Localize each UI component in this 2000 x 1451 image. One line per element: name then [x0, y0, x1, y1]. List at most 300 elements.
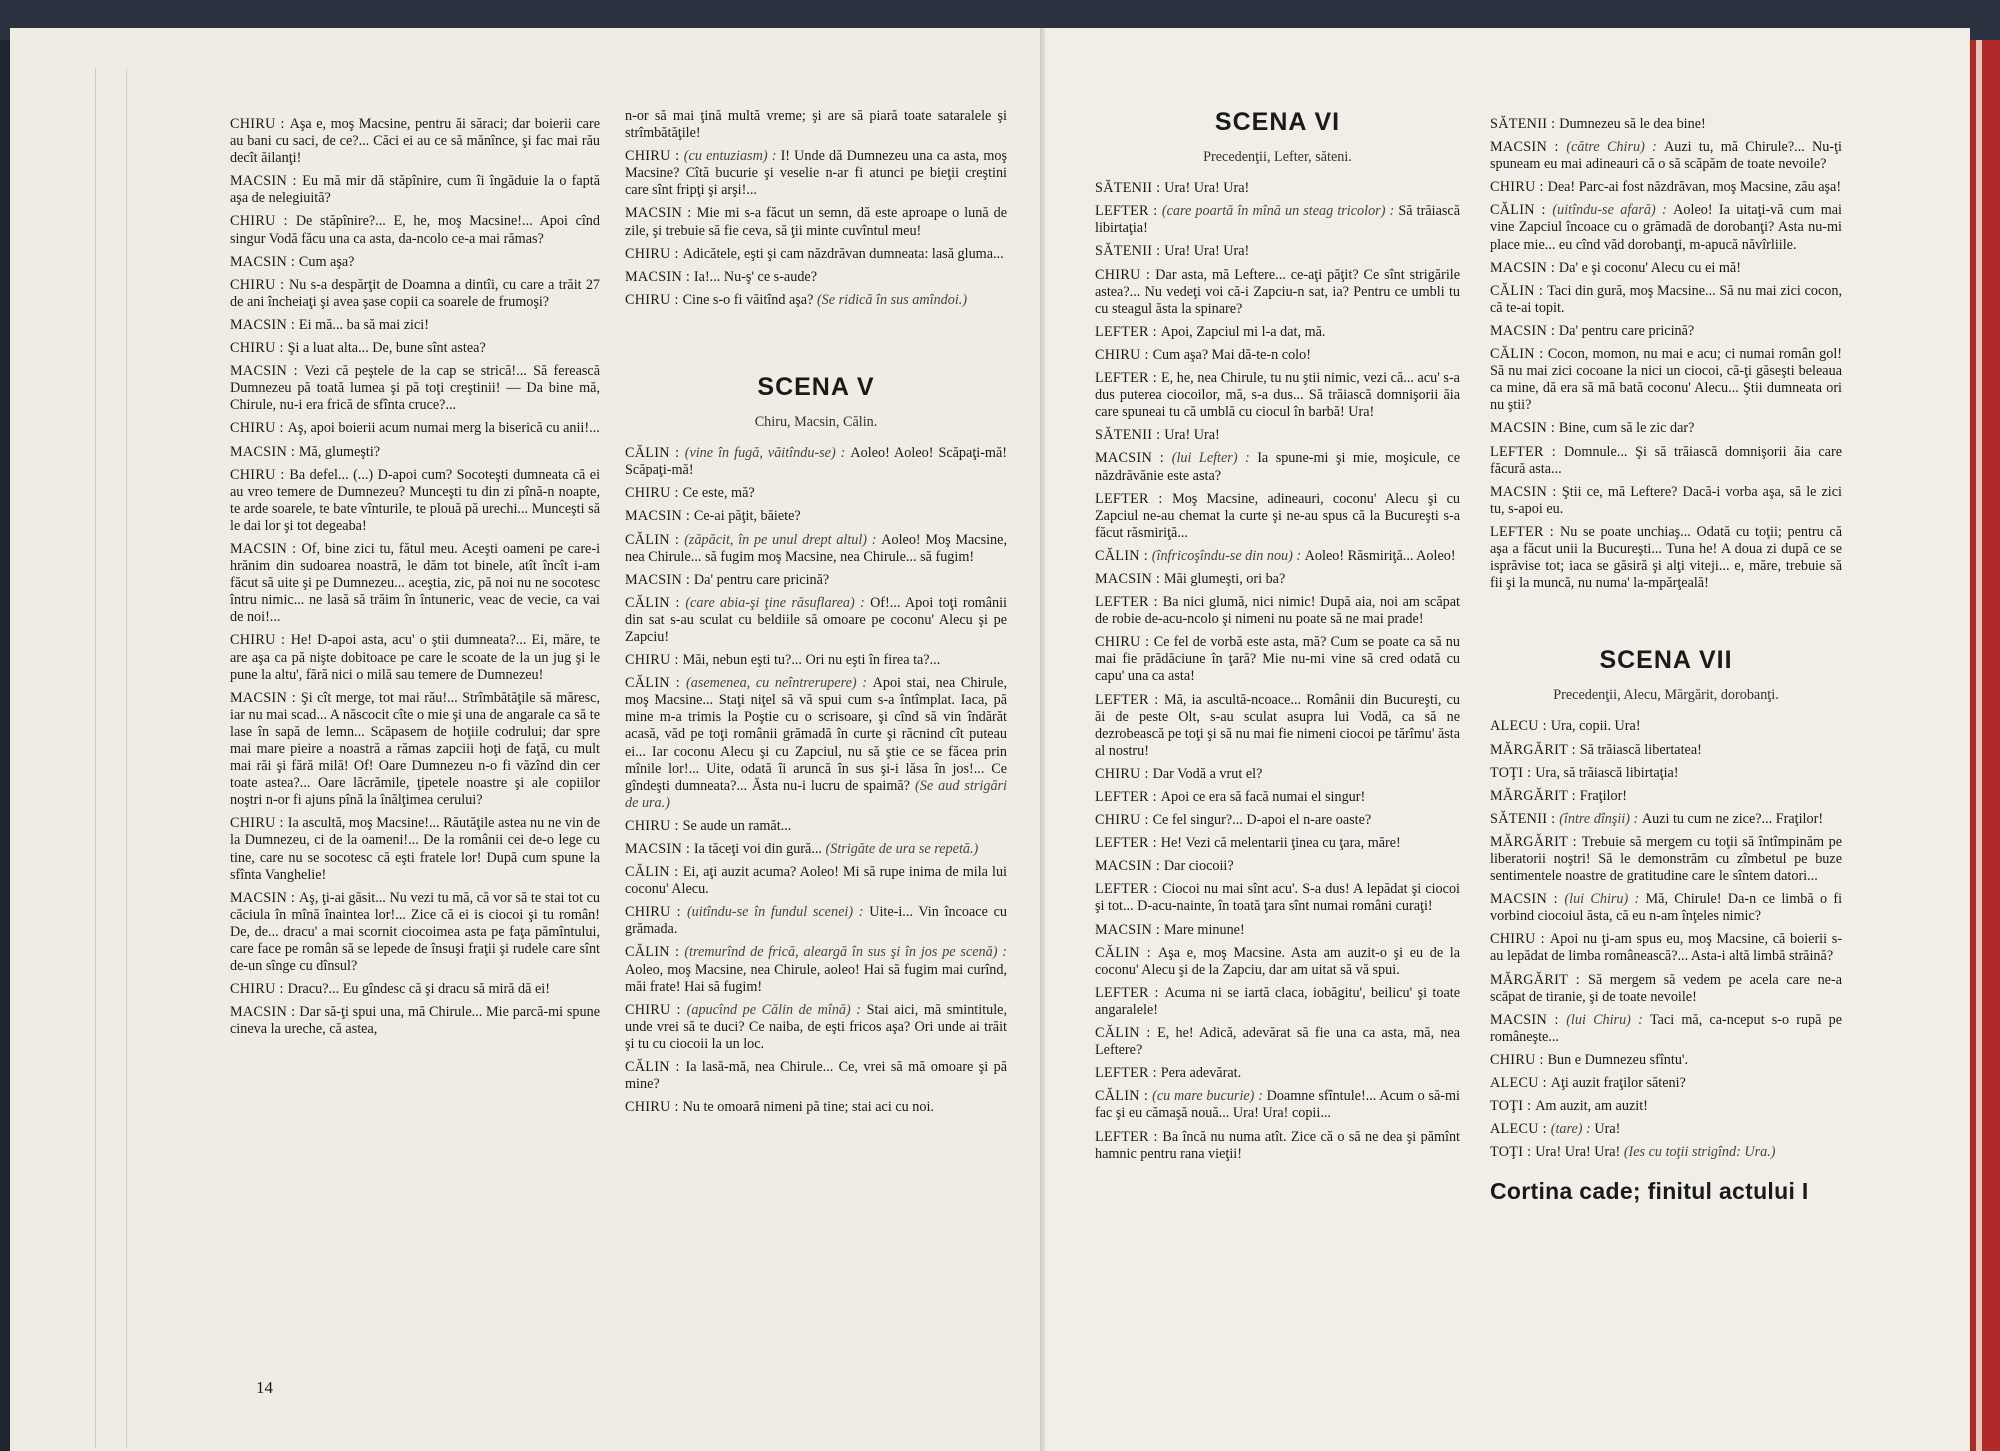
speaker-name: CHIRU : — [230, 981, 288, 998]
stage-direction: (asemenea, cu neîntrerupere) : — [686, 675, 873, 692]
scene-gap — [1490, 598, 1842, 638]
line-text: Ba defel... (...) D-apoi cum? Socoteşti dumneata că ei au vreo temere de Dumnezeu? Munceşti tu din zi pînă-n noapte, te arde soarele, te bate vînturile, te plouă pă urechi... Munceşti să le dai lor şi tot degeaba! — [230, 466, 601, 534]
line-text: Mă, Chirule! Da-n ce limbă o fi vorbind ciocoiul ăsta, că eu n-am înţeles nimic? — [1490, 891, 1843, 925]
line-text: Auzi tu, mă Chirule?... Nu-ţi spuneam eu mai adineauri că o să scăpăm de toate nevoile? — [1490, 139, 1842, 173]
speaker-name: MACSIN : — [230, 363, 305, 380]
dialogue-line — [1490, 283, 1842, 317]
dialogue-line — [625, 445, 1007, 479]
line-text: Bun e Dumnezeu sfîntu'. — [1547, 1051, 1689, 1068]
dialogue-line — [625, 1059, 1007, 1093]
dialogue-line — [625, 485, 1007, 502]
line-text: Taci din gură, moş Macsine... Să nu mai zici cocon, că te-ai topit. — [1490, 282, 1843, 316]
page-number: 14 — [256, 1378, 273, 1397]
dialogue-line — [1490, 444, 1842, 478]
line-text: Pera adevărat. — [1160, 1065, 1242, 1082]
line-text: Aş, ţi-ai găsit... Nu vezi tu mă, că vor să te stai tot cu căciula în mînă înaintea lor!... Zice că ei is ciocoi şi tu român! De, de... dracu' a mai scornit ciocoimea asta pe faţa pămîntului, care face pe român să se lepede de însuşi fraţii şi rudele care sînt de-un sînge cu dînsul? — [230, 889, 601, 975]
dialogue-line — [625, 205, 1007, 239]
speaker-name: MACSIN : — [625, 841, 694, 857]
line-text: Ba încă nu numa atît. Zice că o să ne dea şi pămînt hamnic pentru rana vieţii! — [1095, 1128, 1461, 1162]
dialogue-line — [1490, 788, 1842, 805]
line-text: Eu mă mir dă stăpînire, cum îi îngăduie la o faptă aşa de nelegiuită? — [230, 173, 601, 207]
line-text: I! Unde dă Dumnezeu una ca asta, moş Macsine? Cîtă bucurie şi veselie n-ar fi atunci pe bieţii creştini care sînt fripţi şi arşi!... — [625, 148, 1008, 199]
line-text: Of!... Apoi toţi românii din sat s-au sculat cu beldiile să omoare pe coconu' Alecu şi pe Zapciu! — [625, 594, 1007, 645]
dialogue-line — [625, 269, 1007, 286]
line-text: Măi glumeşti, ori ba? — [1163, 570, 1286, 587]
dialogue-line — [230, 116, 600, 167]
dialogue-line — [625, 1099, 1007, 1116]
line-text: Ce-ai păţit, băiete? — [693, 508, 801, 525]
line-text: Cum aşa? — [298, 253, 355, 270]
line-text: Ştii ce, mă Leftere? Dacă-i vorba aşa, să le zici tu, s-apoi eu. — [1490, 483, 1842, 517]
line-text: Mie mi s-a făcut un semn, dă este aproape o lună de zile, şi trebuie să fie ceva, să ţii minte cuvîntul meu! — [625, 205, 1007, 239]
line-text: Vezi că peştele de la cap se strică!... Să ferească Dumnezeu pă toată lumea şi pă toţi creştinii! — Da bine mă, Chirule, nu-i era frică de sfînta cruce?... — [230, 363, 601, 414]
speaker-name: MACSIN : — [230, 316, 299, 333]
line-text: Nu s-a despărţit de Doamna a dintîi, cu care a trăit 27 de ani încheiaţi şi avea şase copii ca soarele de frumoşi? — [230, 276, 601, 310]
line-text: Stai aici, mă smintitule, unde vrei să te duci? Ce naiba, de eşti fricos aşa? Ori unde ai trăit şi tu cu ciocoii la un loc. — [625, 1001, 1008, 1052]
speaker-name: CHIRU : — [625, 817, 683, 834]
dialogue-line — [230, 981, 600, 998]
dialogue-line — [1095, 450, 1460, 484]
line-text: Dar să-ţi spui una, mă Chirule... Mie parcă-mi spune cineva la ureche, că astea, — [230, 1004, 600, 1038]
line-text: Dracu?... Eu gîndesc că şi dracu să miră dă ei! — [287, 981, 550, 998]
dialogue-line — [1490, 260, 1842, 277]
line-text: Aşa e, moş Macsine. Asta am auzit-o şi eu de la coconu' Alecu şi de la Zapciu, dar am uitat să vă spui. — [1095, 944, 1460, 978]
line-text: Aoleo! Ia uitaţi-vă cum mai vine Zapciul încoace cu o grămadă de dorobanţi? Asta nu-mi place mie... eu cînd văd dorobanţi, m-apucă năvîrliile. — [1490, 202, 1842, 253]
stage-direction: (între dînşii) : — [1559, 810, 1642, 827]
speaker-name: CHIRU : — [230, 276, 289, 293]
speaker-name: MACSIN : — [1490, 891, 1565, 908]
speaker-name: SĂTENII : — [1095, 427, 1165, 444]
line-text: Da' e şi coconu' Alecu cu ei mă! — [1558, 259, 1741, 276]
dialogue-line — [625, 508, 1007, 525]
line-text: Ce este, mă? — [682, 485, 755, 502]
line-text: Ura, să trăiască libirtaţia! — [1535, 764, 1679, 781]
stage-direction: (Se ridică în sus amîndoi.) — [816, 291, 968, 308]
scene-7-title: SCENA VII — [1599, 646, 1733, 675]
speaker-name: LEFTER : — [1095, 789, 1161, 805]
stage-direction: (cu mare bucurie) : — [1152, 1088, 1267, 1105]
line-text: Cocon, momon, nu mai e acu; ci numai român gol! Să nu mai zici cocoane la nici un ciocoi, că-ţi găseşti beleaua ca mine, dă era să mă bată coconu' Alecu... Ştii dumneata ori nu ştii? — [1490, 346, 1842, 414]
dialogue-line — [1095, 1129, 1460, 1163]
dialogue-line — [625, 841, 1007, 858]
dialogue-line — [1490, 139, 1842, 173]
line-text: E, he! Adică, adevărat să fie una ca asta, mă, nea Leftere? — [1095, 1025, 1461, 1059]
dialogue-line — [625, 1002, 1007, 1053]
speaker-name: CĂLIN : — [1095, 1088, 1153, 1105]
dialogue-line — [1490, 972, 1842, 1006]
line-text: Mă, glumeşti? — [298, 443, 381, 460]
dialogue-line — [1490, 524, 1842, 592]
line-text: Trebuie să mergem cu toţii să întîmpinăm pe liberatorii noştri! Să le demonstrăm cu zîmbetul pe buze sentimentele noastre de gratitudine care le sîntem datori... — [1490, 833, 1843, 885]
speaker-name: MACSIN : — [230, 1004, 300, 1021]
speaker-name: MACSIN : — [1095, 858, 1164, 875]
dialogue-line — [230, 1004, 600, 1038]
line-text: Adicătele, eşti şi cam năzdrăvan dumneata: lasă gluma... — [682, 245, 1004, 262]
left-page — [10, 28, 1045, 1451]
speaker-name: MACSIN : — [625, 508, 694, 525]
speaker-name: CĂLIN : — [1490, 282, 1548, 299]
speaker-name: CHIRU : — [1095, 634, 1154, 651]
dialogue-line — [625, 292, 1007, 309]
stage-direction: (uitîndu-se în fundul scenei) : — [686, 904, 870, 921]
line-text: Ba nici glumă, nici nimic! După aia, noi am scăpat de robie de-acu-ncolo şi nimeni nu poate să ne mai prade! — [1095, 594, 1460, 628]
line-text: Aoleo! Moş Macsine, nea Chirule... să fugim moş Macsine, nea Chirule... să fugim! — [625, 531, 1007, 565]
right-page — [1045, 28, 1970, 1451]
line-text: Dumnezeu să le dea bine! — [1559, 116, 1706, 132]
line-text: E, he, nea Chirule, tu nu ştii nimic, vezi că... acu' s-a dus puterea ciocoilor, mă, s-a dus... Să trăiască domnişorii ăia care spuneai tu că umblă cu ciocul în barbă! Ura! — [1095, 370, 1460, 421]
dialogue-line — [1095, 692, 1460, 760]
speaker-name: CHIRU : — [1490, 1051, 1548, 1068]
speaker-name: LEFTER : — [1095, 1065, 1161, 1082]
speaker-name: CHIRU : — [625, 1001, 687, 1018]
dialogue-line — [1490, 116, 1842, 133]
dialogue-line — [1095, 634, 1460, 685]
line-text: Aoleo, moş Macsine, nea Chirule, aoleo! Hai să fugim mai curînd, măi frate! Hai să fugim! — [625, 961, 1007, 995]
dialogue-line — [230, 890, 600, 975]
dialogue-line — [230, 444, 600, 461]
speaker-name: MĂRGĂRIT : — [1490, 833, 1582, 850]
line-text: Cum aşa? Mai dă-te-n colo! — [1152, 346, 1311, 363]
dialogue-line — [1095, 1025, 1460, 1059]
line-text: Ia spune-mi şi mie, moşicule, ce năzdrăvănie este asta? — [1095, 450, 1460, 484]
speaker-name: CĂLIN : — [625, 445, 685, 462]
line-text: Aş, apoi boierii acum numai merg la biserică cu anii!... — [287, 420, 600, 437]
speaker-name: CHIRU : — [625, 148, 684, 165]
stage-direction: (tremurînd de frică, aleargă în sus şi în jos pe scenă) : — [684, 944, 1007, 961]
speaker-name: LEFTER : — [1095, 203, 1162, 220]
speaker-name: CHIRU : — [1095, 812, 1153, 829]
scene-7-cast: Precedenţii, Alecu, Mărgărit, dorobanţi. — [1553, 687, 1779, 704]
line-text: Taci mă, ca-nceput s-o rupă pe româneşte... — [1490, 1011, 1843, 1045]
line-text: Ura, copii. Ura! — [1550, 718, 1641, 735]
speaker-name: MACSIN : — [230, 173, 303, 190]
dialogue-line — [1095, 1065, 1460, 1082]
speaker-name: MACSIN : — [1490, 259, 1559, 276]
dialogue-line — [1095, 491, 1460, 542]
speaker-name: LEFTER : — [1490, 443, 1564, 460]
stage-direction: (care poartă în mînă un steag tricolor) : — [1161, 203, 1399, 220]
line-text: Ura! Ura! Ura! — [1535, 1144, 1621, 1161]
speaker-name: ALECU : — [1490, 1121, 1551, 1138]
dialogue-line — [1095, 370, 1460, 421]
dialogue-line — [625, 246, 1007, 263]
dialogue-line — [625, 944, 1007, 995]
stage-direction: (lui Chiru) : — [1564, 891, 1646, 908]
speaker-name: SĂTENII : — [1490, 810, 1560, 827]
line-text: Apoi, Zapciul mi l-a dat, mă. — [1160, 323, 1326, 340]
dialogue-line — [1490, 1098, 1842, 1115]
dialogue-line — [1095, 324, 1460, 341]
dialogue-line — [1490, 323, 1842, 340]
line-text: Da' pentru care pricină? — [1558, 322, 1695, 339]
line-text: Mă, ia ascultă-ncoace... Românii din Bucureşti, cu ăi de peste Olt, s-au sculat asupra lui Vodă, ca să ne dezrobească pe toţi şi să nu mai fie nimeni ciocoi pe tărîmu' ăsta al nostru! — [1095, 691, 1460, 759]
dialogue-line — [1095, 548, 1460, 565]
line-text: Ciocoi nu mai sînt acu'. S-a dus! A lepădat şi ciocoi şi tot... D-acu-nainte, în toată ţara sînt numai români curaţi! — [1095, 881, 1460, 915]
speaker-name: CHIRU : — [1095, 346, 1153, 363]
speaker-name: CHIRU : — [1095, 765, 1153, 782]
line-text: Doamne sfîntule!... Acum o să-mi fac şi eu cămaşă nouă... Ura! Ura! copii... — [1095, 1088, 1460, 1122]
speaker-name: LEFTER : — [1095, 370, 1161, 387]
line-text: Ura! Ura! — [1164, 427, 1220, 444]
speaker-name: CHIRU : — [230, 213, 296, 230]
line-text: Cine s-o fi văitînd aşa? — [682, 291, 814, 308]
dialogue-line — [1095, 985, 1460, 1019]
line-text: Ia!... Nu-ş' ce s-aude? — [693, 268, 818, 285]
line-text: Ce fel de vorbă este asta, mă? Cum se poate ca să nu mai fie prădăciune în ţară? Mie nu-mi vine să cred odată cu capu' una ca asta! — [1095, 634, 1460, 685]
dialogue-line — [230, 317, 600, 334]
speaker-name: ALECU : — [1490, 1075, 1551, 1092]
scene-5-title: SCENA V — [757, 372, 875, 401]
stage-direction: (zăpăcit, în pe unul drept altul) : — [684, 531, 882, 548]
dialogue-line — [230, 173, 600, 207]
speaker-name: CHIRU : — [230, 420, 288, 437]
speaker-name: SĂTENII : — [1095, 180, 1165, 197]
line-text: n-or să mai ţină multă vreme; şi are să piară toate sataralele şi strîmbătăţile! — [625, 108, 1007, 142]
dialogue-line — [230, 340, 600, 357]
speaker-name: CHIRU : — [625, 291, 683, 308]
stage-direction: (Ies cu toţii strigînd: Ura.) — [1623, 1144, 1776, 1161]
line-text: Mare minune! — [1163, 921, 1245, 938]
speaker-name: MACSIN : — [1095, 921, 1164, 938]
line-text: Ei, aţi auzit acuma? Aoleo! Mi să rupe inima de mila lui coconu' Alecu. — [625, 864, 1007, 898]
speaker-name: MACSIN : — [1490, 322, 1559, 339]
stage-direction: (Se aud strigări de ura.) — [625, 777, 1007, 811]
dialogue-line — [1095, 835, 1460, 852]
line-text: Acuma ni se iartă claca, iobăgitu', beilicu' şi toate angaralele! — [1095, 984, 1460, 1018]
speaker-name: MACSIN : — [230, 253, 299, 270]
dialogue-line — [625, 532, 1007, 566]
dialogue-line — [625, 108, 1007, 142]
dialogue-line — [230, 420, 600, 437]
line-text: Ei mă... ba să mai zici! — [298, 316, 429, 333]
speaker-name: CHIRU : — [230, 116, 290, 132]
speaker-name: MACSIN : — [625, 571, 694, 588]
speaker-name: MĂRGĂRIT : — [1490, 787, 1580, 804]
speaker-name: CĂLIN : — [1490, 346, 1548, 363]
column-3 — [1095, 100, 1460, 1169]
dialogue-line — [1490, 891, 1842, 925]
speaker-name: CĂLIN : — [1095, 1025, 1158, 1042]
dialogue-line — [625, 572, 1007, 589]
line-text: Bine, cum să le zic dar? — [1558, 420, 1695, 437]
line-text: Fraţilor! — [1579, 787, 1628, 804]
line-text: Dar asta, mă Leftere... ce-aţi păţit? Ce sînt strigările astea?... Nu vedeţi voi că-i Zapciu-n sat, ia? Pentru ce umbli tu cu steagul ăsta la spinare? — [1095, 266, 1460, 317]
dialogue-line — [625, 675, 1007, 812]
speaker-name: MACSIN : — [625, 268, 694, 285]
speaker-name: MACSIN : — [1095, 570, 1164, 587]
dialogue-line — [1095, 180, 1460, 197]
line-text: Să trăiască libertatea! — [1579, 741, 1702, 758]
dialogue-line — [1095, 594, 1460, 628]
dialogue-line — [1490, 1052, 1842, 1069]
speaker-name: MACSIN : — [230, 889, 300, 906]
line-text: Uite-i... Vin încoace cu grămada. — [625, 904, 1007, 938]
line-text: Dea! Parc-ai fost năzdrăvan, moş Macsine, zău aşa! — [1547, 179, 1842, 196]
line-text: Ia tăceţi voi din gură... — [693, 841, 822, 857]
dialogue-line — [1095, 858, 1460, 875]
dialogue-line — [1490, 931, 1842, 965]
dialogue-line — [1095, 1088, 1460, 1122]
column-4 — [1490, 116, 1843, 1205]
line-text: De stăpînire?... E, he, moş Macsine!... Apoi cînd singur Vodă făcu una ca asta, da-ncolo ce-a mai rămas? — [230, 213, 600, 247]
dialogue-line — [625, 595, 1007, 646]
speaker-name: MACSIN : — [230, 443, 299, 460]
speaker-name: CHIRU : — [625, 485, 683, 502]
stage-direction: (uitîndu-se afară) : — [1552, 202, 1674, 219]
dialogue-line — [230, 541, 600, 626]
dialogue-line — [230, 213, 600, 247]
line-text: Măi, nebun eşti tu?... Ori nu eşti în firea ta?... — [682, 652, 941, 669]
stage-direction: (Strigăte de ura se repetă.) — [825, 841, 979, 857]
line-text: Apoi ce era să facă numai el singur! — [1160, 789, 1366, 805]
dialogue-line — [1095, 267, 1460, 318]
dialogue-line — [1490, 765, 1842, 782]
dialogue-line — [1490, 834, 1842, 885]
speaker-name: CHIRU : — [1490, 179, 1548, 196]
dialogue-line — [1490, 742, 1842, 759]
speaker-name: LEFTER : — [1490, 523, 1560, 540]
dialogue-line — [1095, 203, 1460, 237]
dialogue-line — [1095, 789, 1460, 806]
dialogue-line — [625, 904, 1007, 938]
speaker-name: CHIRU : — [625, 245, 683, 262]
speaker-name: MACSIN : — [1490, 483, 1562, 500]
line-text: Dar Vodă a vrut el? — [1152, 765, 1263, 782]
line-text: Ura! — [1594, 1121, 1621, 1138]
speaker-name: LEFTER : — [1095, 323, 1161, 340]
dialogue-line — [1490, 202, 1842, 253]
speaker-name: CĂLIN : — [625, 944, 685, 961]
speaker-name: CĂLIN : — [625, 1059, 686, 1076]
dialogue-line — [230, 815, 600, 883]
speaker-name: LEFTER : — [1095, 594, 1163, 611]
speaker-name: LEFTER : — [1095, 490, 1173, 507]
dialogue-line — [1095, 243, 1460, 260]
line-text: Ura! Ura! Ura! — [1164, 180, 1250, 197]
speaker-name: CHIRU : — [625, 652, 683, 669]
line-text: Ura! Ura! Ura! — [1164, 243, 1250, 260]
speaker-name: CHIRU : — [230, 632, 291, 649]
dialogue-line — [1095, 812, 1460, 829]
finale-text: Cortina cade; finitul actului I — [1490, 1178, 1809, 1205]
line-text: Apoi stai, nea Chirule, moş Macsine... Staţi niţel să vă spui cum s-a întîmplat. Iaca, pă mine m-a trimis la Poştie cu o scrisoare, şi cînd să vin îndărăt acasă, văd pe toţi românii grămadă în curte şi răcnind cît puteau ei... Iar coconu Alecu şi cu Zapciul, nu să ştie ce se făcea prin mînile lor!... Uite, odată îi aruncă în sus şi-i lăsa în jos!... Ce gîndeşti dumneata?... Ăsta nu-i lucru de spaimă? — [625, 675, 1007, 794]
scene-gap — [625, 315, 1007, 365]
stage-direction: (tare) : — [1550, 1121, 1595, 1138]
line-text: Apoi nu ţi-am spus eu, moş Macsine, că boierii s-au lepădat de limba românească?... Asta-i altă limbă străină? — [1490, 931, 1842, 965]
dialogue-line — [625, 818, 1007, 835]
stage-direction: (lui Chiru) : — [1566, 1011, 1650, 1028]
column-1 — [230, 116, 600, 1045]
line-text: Şi a luat alta... De, bune sînt astea? — [287, 340, 486, 357]
line-text: Am auzit, am auzit! — [1535, 1098, 1648, 1115]
dialogue-line — [625, 864, 1007, 898]
speaker-name: LEFTER : — [1095, 835, 1161, 852]
dialogue-line — [1490, 420, 1842, 437]
speaker-name: CHIRU : — [230, 466, 290, 483]
book-cover-edge — [1970, 40, 2000, 1451]
line-text: Domnule... Şi să trăiască domnişorii ăia care făcură asta... — [1490, 443, 1842, 477]
dialogue-line — [1095, 881, 1460, 915]
dialogue-line — [230, 690, 600, 810]
dialogue-line — [1095, 945, 1460, 979]
stage-direction: (care abia-şi ţine răsuflarea) : — [685, 594, 871, 611]
stage-direction: (apucînd pe Călin de mînă) : — [686, 1001, 867, 1018]
speaker-name: CĂLIN : — [625, 594, 686, 611]
dialogue-line — [1490, 811, 1842, 828]
stage-direction: (înfricoşîndu-se din nou) : — [1151, 547, 1305, 564]
line-text: Dar ciocoii? — [1163, 858, 1234, 875]
speaker-name: CHIRU : — [230, 340, 288, 357]
line-text: Da' pentru care pricină? — [693, 571, 830, 588]
stage-direction: (lui Lefter) : — [1171, 450, 1258, 467]
dialogue-line — [230, 632, 600, 683]
speaker-name: MACSIN : — [230, 540, 302, 557]
dialogue-line — [230, 467, 600, 535]
speaker-name: CĂLIN : — [625, 531, 685, 548]
dialogue-line — [1490, 1012, 1842, 1046]
line-text: He! D-apoi asta, acu' o ştii dumneata?... Ei, măre, te are aşa ca pă nişte dobitoace pe care le scoate de la un jug şi le pune la altu', fără nici o milă sau temere de Dumnezeu! — [230, 632, 600, 683]
scene-6-cast: Precedenţii, Lefter, săteni. — [1203, 149, 1352, 166]
speaker-name: MĂRGĂRIT : — [1490, 971, 1588, 988]
dialogue-line — [1490, 1144, 1842, 1161]
scene-6-title: SCENA VI — [1214, 108, 1341, 136]
dialogue-line — [1490, 1121, 1842, 1138]
line-text: Aoleo! Aoleo! Scăpaţi-mă! Scăpaţi-mă! — [625, 445, 1007, 479]
speaker-name: SĂTENII : — [1095, 243, 1165, 260]
speaker-name: ALECU : — [1490, 718, 1551, 735]
line-text: Şi cît merge, tot mai rău!... Strîmbătăţile să măresc, iar nu mai scad... A născocit cîte o mie şi una de angarale ca să te lase în sapă de lemn... Scăpasem de hoţiile codrului; dar spre mai mare pieire a noastră a rămas zapciii hoţi de faţă, cu mult mai răi şi fără milă! Of! Oare Dumnezeu n-o fi văzînd din cer toate astea?... Oare lăcrămile, ţipetele noastre şi ale copiilor noştri n-or fi ajuns pînă la înălţimea cerului? — [230, 689, 601, 809]
line-text: Se aude un ramăt... — [682, 817, 792, 834]
line-text: Of, bine zici tu, fătul meu. Aceşti oameni pe care-i hrănim din sudoarea noastră, le dăm tot binele, atît încît i-am făcut să uite şi pe Dumnezeu... aceştia, zic, pă noi nu ne socotesc întru nimic... ne lasă să trăim în întuneric, veac de vecie, ca vai de noi!... — [230, 540, 601, 626]
dialogue-line — [1490, 484, 1842, 518]
speaker-name: LEFTER : — [1095, 984, 1165, 1001]
speaker-name: CĂLIN : — [1490, 202, 1553, 219]
dialogue-line — [1490, 346, 1842, 414]
speaker-name: CĂLIN : — [1095, 944, 1158, 961]
speaker-name: SĂTENII : — [1490, 116, 1560, 132]
speaker-name: CHIRU : — [625, 1099, 683, 1116]
speaker-name: CĂLIN : — [625, 675, 686, 692]
speaker-name: CHIRU : — [1095, 266, 1156, 283]
line-text: Ce fel singur?... D-apoi el n-are oaste? — [1152, 812, 1372, 829]
speaker-name: LEFTER : — [1095, 1128, 1163, 1145]
speaker-name: MACSIN : — [1490, 420, 1559, 437]
speaker-name: TOŢI : — [1490, 764, 1536, 781]
speaker-name: CHIRU : — [625, 904, 687, 921]
dialogue-line — [1095, 427, 1460, 444]
dialogue-line — [1490, 179, 1842, 196]
line-text: Să mergem să vedem pe acela care ne-a scăpat de tiranie, şi de toate nevoile! — [1490, 971, 1842, 1005]
column-2 — [625, 108, 1007, 1122]
line-text: Auzi tu cum ne zice?... Fraţilor! — [1641, 810, 1824, 827]
speaker-name: LEFTER : — [1095, 881, 1162, 898]
stage-direction: (cu entuziasm) : — [683, 148, 781, 165]
page-edges — [95, 68, 127, 1448]
dialogue-line — [1490, 718, 1842, 735]
line-text: Ia lasă-mă, nea Chirule... Ce, vrei să mă omoare şi pă mine? — [625, 1059, 1008, 1093]
speaker-name: MACSIN : — [230, 689, 301, 706]
line-text: Moş Macsine, adineauri, coconu' Alecu şi cu Zapciul ne-au chemat la curte şi ne-au spus că la Bucureşti s-a făcut răsmiriţă... — [1095, 490, 1460, 541]
dialogue-line — [1095, 347, 1460, 364]
speaker-name: MACSIN : — [625, 205, 697, 222]
speaker-name: LEFTER : — [1095, 691, 1164, 708]
speaker-name: MĂRGĂRIT : — [1490, 741, 1580, 758]
dialogue-line — [230, 363, 600, 414]
line-text: Nu se poate unchiaş... Odată cu toţii; pentru că aşa a făcut unii la Bucureşti... Tuna he! A doua zi după ce se isprăvise tot; iaca se găsiră şi alţi viteji... e, măre, trebuie să fii şi la muncă, nu numa' la-mpărţeală! — [1490, 523, 1842, 592]
line-text: Aşa e, moş Macsine, pentru ăi săraci; dar boierii care au bani cu saci, de ce?... Căci ei au ce să mănînce, şi fac mai rău decît ăilanţi! — [230, 116, 600, 167]
speaker-name: CĂLIN : — [625, 864, 683, 881]
speaker-name: MACSIN : — [1490, 1011, 1567, 1028]
